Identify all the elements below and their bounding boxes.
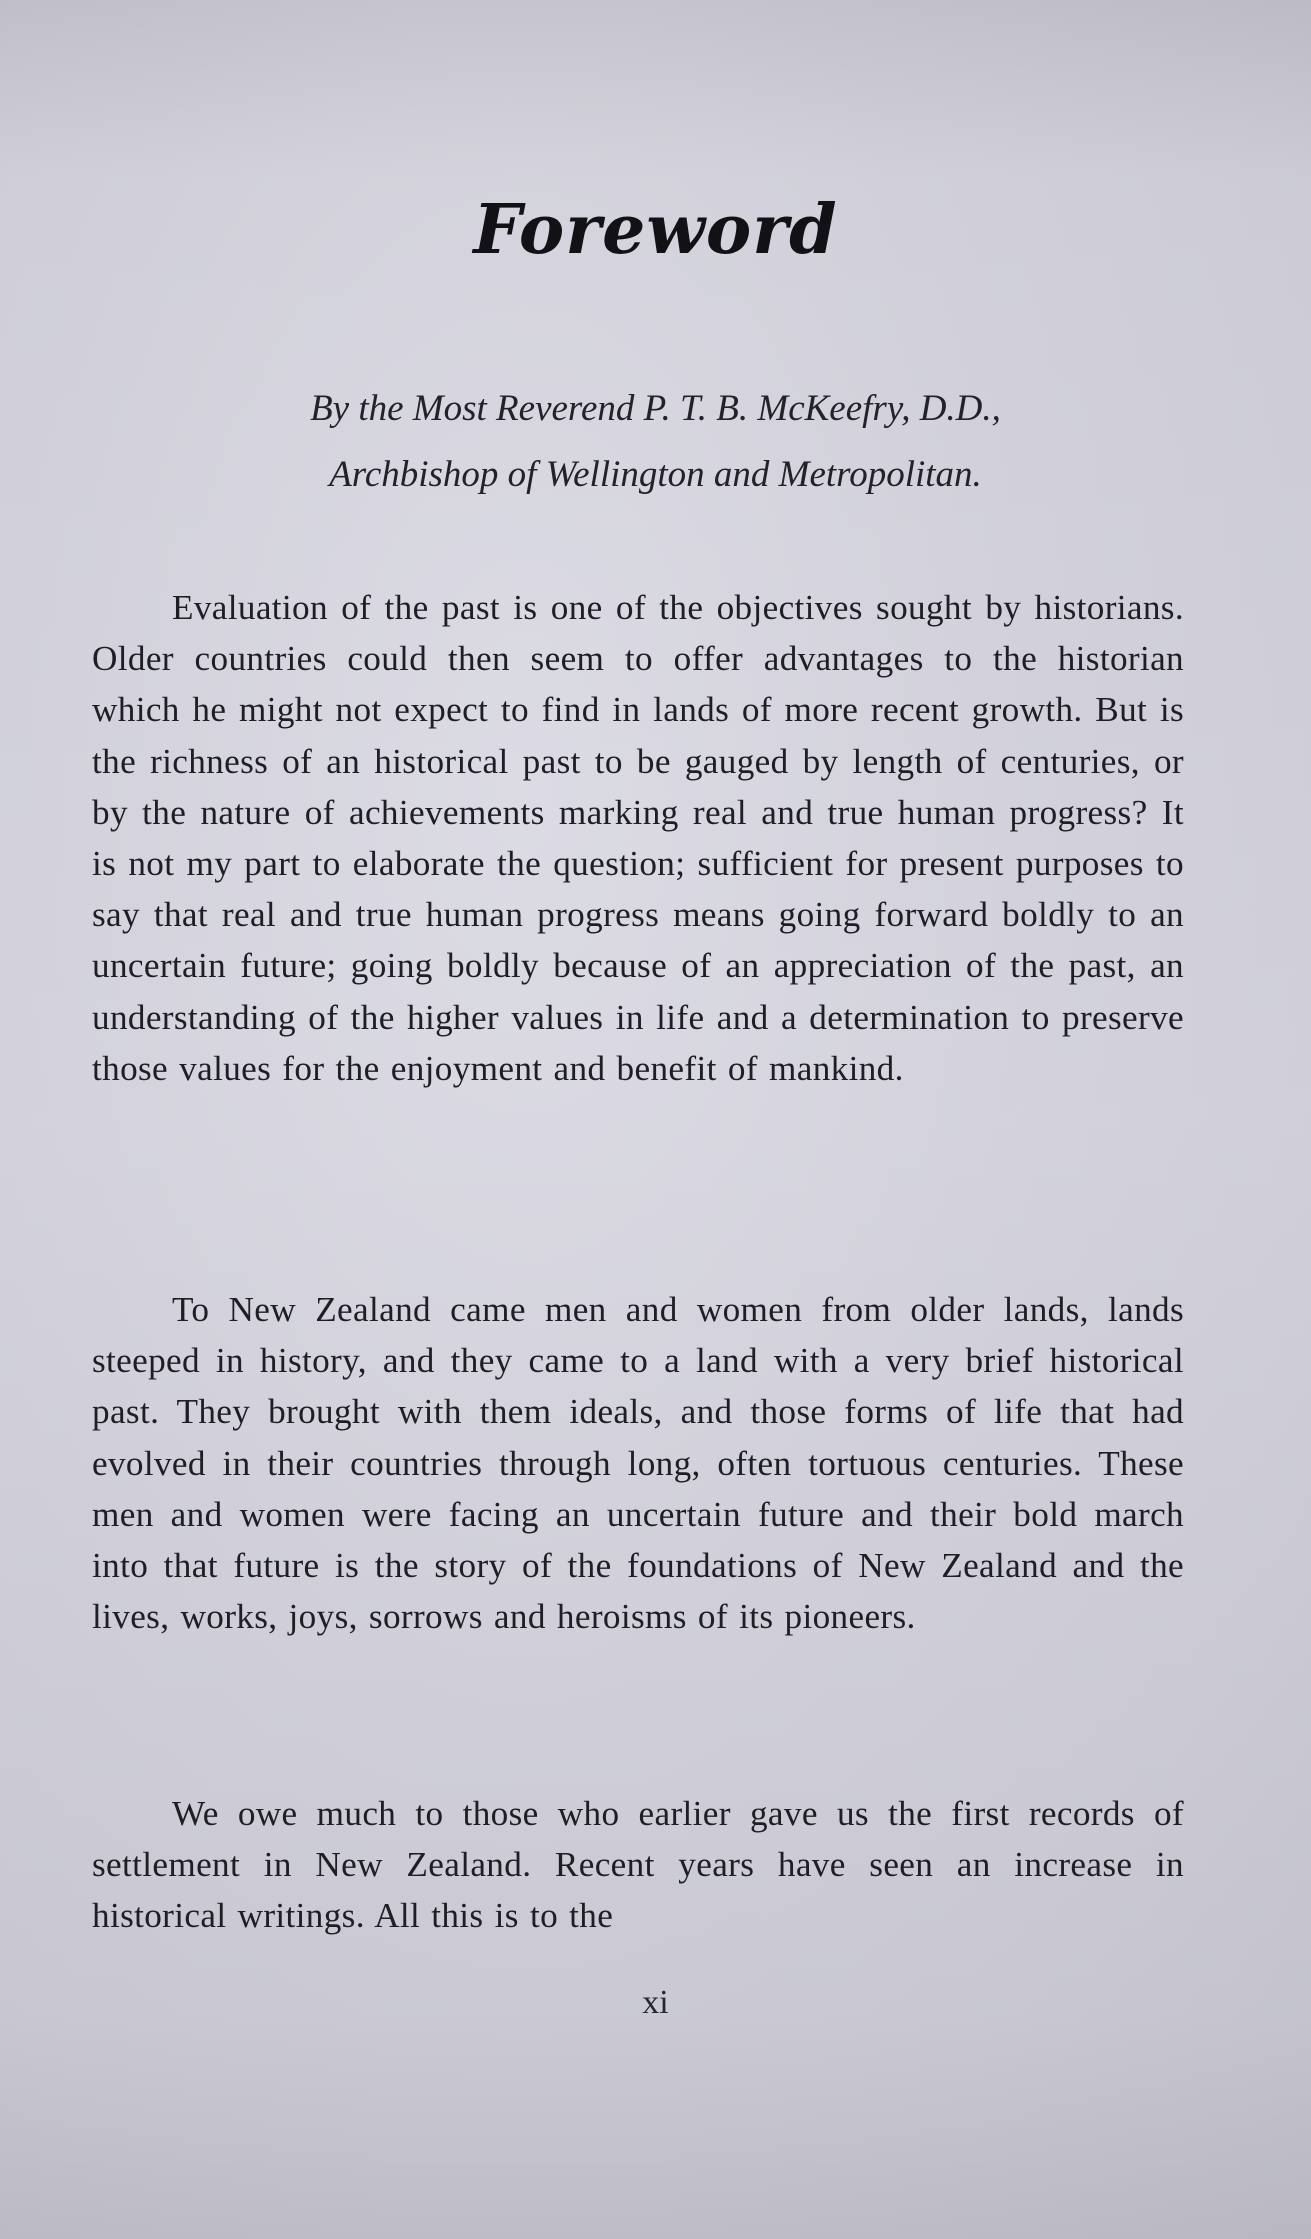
- body-paragraph: To New Zealand came men and women from older lands, lands steeped in history, and they came to a land with a very brief historical past. They brought with them ideals, and those forms of life that had evolved in their countries through long, often tortuous centuries. These men and women were facing an uncertain future and their bold march into that future is the story of the foundations of New Zealand and the lives, works, joys, sorrows and heroisms of its pioneers.: [92, 1290, 1184, 1637]
- page-title: Foreword: [473, 190, 838, 270]
- byline-author: By the Most Reverend P. T. B. McKeefry, D.D.,: [310, 388, 1001, 429]
- byline-office: Archbishop of Wellington and Metropolitan.: [329, 454, 982, 495]
- page-number: xi: [642, 1984, 669, 2021]
- body-paragraph: We owe much to those who earlier gave us the first records of settlement in New Zealand. Recent years have seen an increase in historical writings. All this is to the: [92, 1794, 1184, 1936]
- body-paragraph: Evaluation of the past is one of the objectives sought by historians. Older countries could then seem to offer advantages to the historian which he might not expect to find in lands of more recent growth. But is the richness of an historical past to be gauged by length of centuries, or by the nature of achievements marking real and true human progress? It is not my part to elaborate the question; sufficient for present purposes to say that real and true human progress means going forward boldly to an uncertain future; going boldly because of an appreciation of the past, an understanding of the higher values in life and a determination to preserve those values for the enjoyment and benefit of mankind.: [92, 588, 1184, 1088]
